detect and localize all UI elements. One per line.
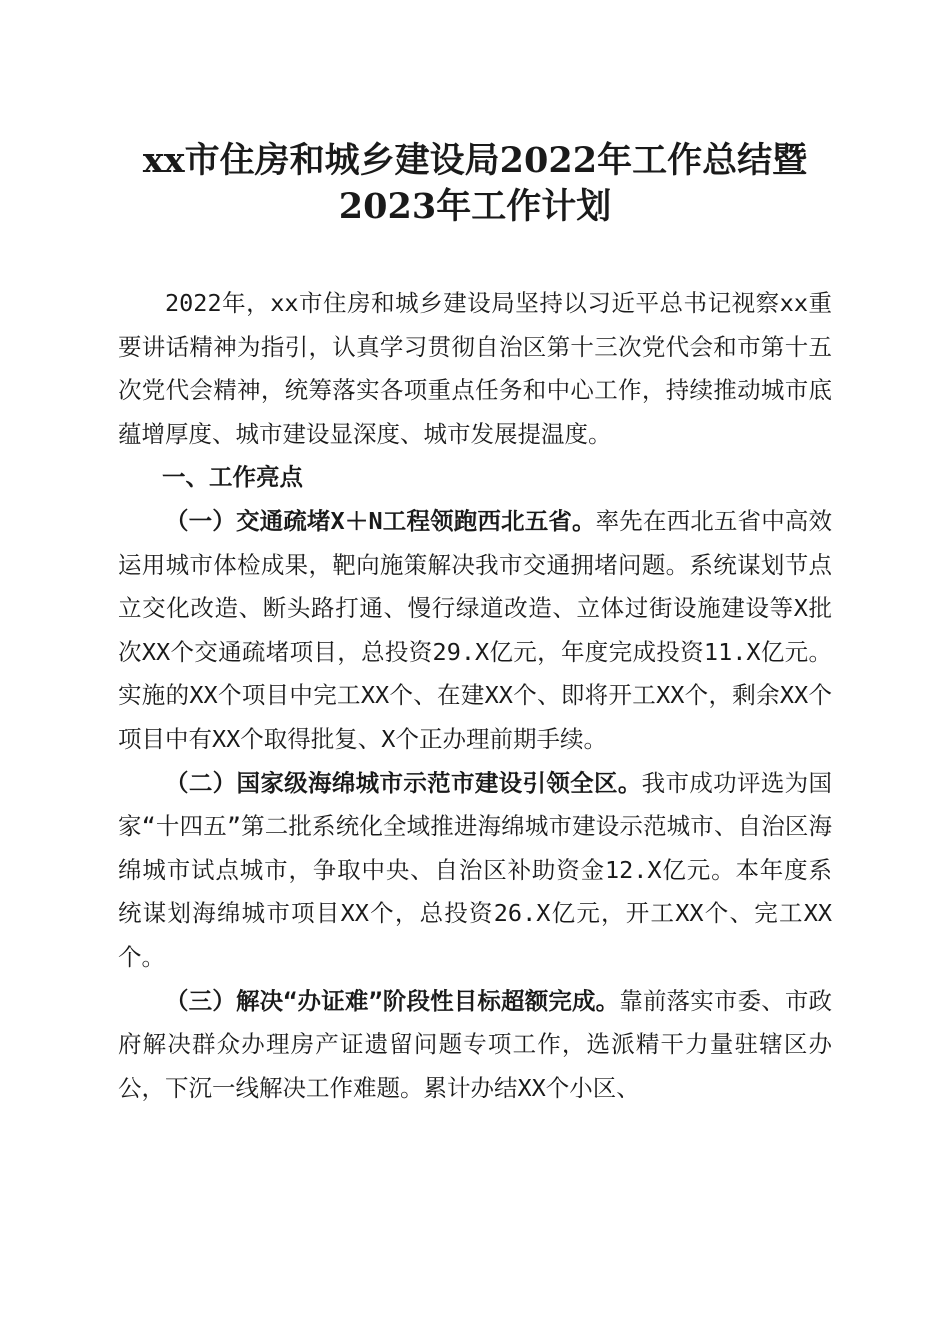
highlight-item-2-lead: （二）国家级海绵城市示范市建设引领全区。 xyxy=(165,768,642,797)
highlight-item-1-lead: （一）交通疏堵X＋N工程领跑西北五省。 xyxy=(165,506,596,535)
highlight-item-3-lead: （三）解决“办证难”阶段性目标超额完成。 xyxy=(165,986,620,1015)
highlight-item-3-text: 靠前落实市委、市政府解决群众办理房产证遗留问题专项工作，选派精干力量驻辖区办公，下沉一线解决工作难题。累计办结XX个小区、 xyxy=(118,986,833,1102)
document-title xyxy=(118,138,832,230)
highlight-item-1 xyxy=(118,500,832,762)
highlight-item-3 xyxy=(118,980,832,1111)
title-line-2: 2023年工作计划 xyxy=(338,186,612,227)
intro-paragraph: 2022年，xx市住房和城乡建设局坚持以习近平总书记视察xx重要讲话精神为指引，认真学习贯彻自治区第十三次党代会和市第十五次党代会精神，统筹落实各项重点任务和中心工作，持续推动城市底蕴增厚度、城市建设显深度、城市发展提温度。 xyxy=(118,289,832,448)
highlight-item-1-text: 率先在西北五省中高效运用城市体检成果，靶向施策解决我市交通拥堵问题。系统谋划节点立交化改造、断头路打通、慢行绿道改造、立体过街设施建设等X批次XX个交通疏堵项目，总投资29.X亿元，年度完成投资11.X亿元。实施的XX个项目中完工XX个、在建XX个、即将开工XX个，剩余XX个项目中有XX个取得批复、X个正办理前期手续。 xyxy=(118,506,833,753)
section-heading-highlights: 一、工作亮点 xyxy=(162,463,303,492)
document-page xyxy=(118,138,832,1110)
highlight-item-2-text: 我市成功评选为国家“十四五”第二批系统化全域推进海绵城市建设示范城市、自治区海绵城市试点城市，争取中央、自治区补助资金12.X亿元。本年度系统谋划海绵城市项目XX个，总投资26.X亿元，开工XX个、完工XX个。 xyxy=(118,768,833,971)
highlight-item-2 xyxy=(118,762,832,980)
title-line-1: xx市住房和城乡建设局2022年工作总结暨 xyxy=(142,140,808,181)
document-body xyxy=(118,282,832,1110)
